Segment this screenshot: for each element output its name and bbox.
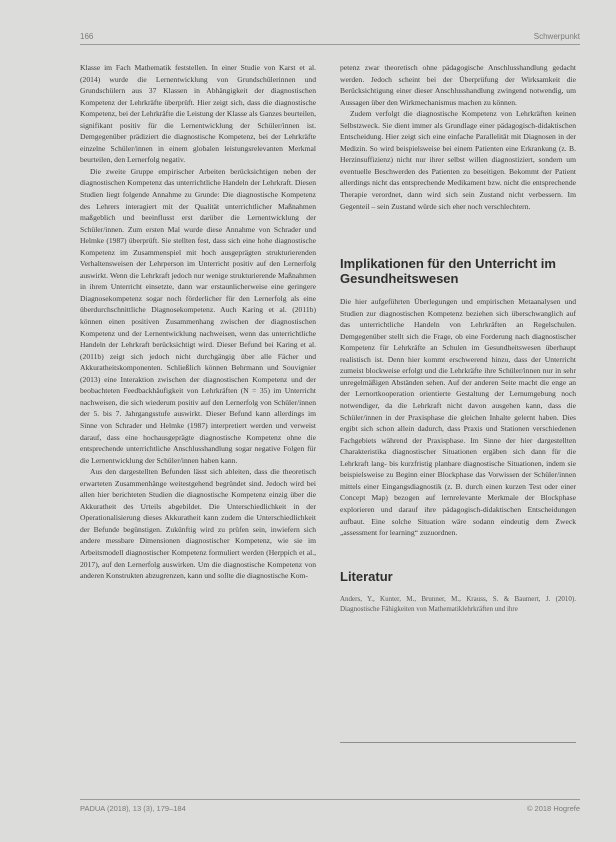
right-column bbox=[340, 62, 576, 810]
copyright: © 2018 Hogrefe bbox=[526, 804, 580, 813]
section-paragraph: Die hier aufgeführten Überlegungen und empirischen Metaanalysen und Studien zur diagnostischen Kompetenz beziehen sich überschwanglich auf das unterrichtliche Handeln von Lehrkräften an Regelschulen. Demgegenüber stellt sich die Frage, ob eine Forderung nach diagnostischer Kompetenz für Lehrkräfte an Schulen im Gesundheitswesen überhaupt realistisch ist. Denn hier kommt erschwerend hinzu, dass der Unterricht zumeist blockweise erfolgt und die Lehrkräfte ihre Schüler/innen nur in sehr unregelmäßigen Abständen sehen. Auf der anderen Seite macht die enge an der Lernortkooperation orientierte Gestaltung der Lernumgebung noch notwendiger, da die Lehrkraft nicht davon ausgehen kann, dass die Schüler/innen in der Praxisphase die gleichen Inhalte gelernt haben. Dies ergibt sich schon allein dadurch, dass Praxis und Stationen verschiedenen Fachgebiets während der Praxisphase. Im Sinne der hier dargestellten Charakteristika diagnostischer Situationen ergäben sich dann für die Lehrkraft lang- bis kurzfristig planbare diagnostische Situationen, indem sie beispielsweise zu Beginn einer Blockphase das Vorwissen der Schüler/innen mittels einer Eingangsdiagnostik (z. B. durch einen kurzen Test oder einer Concept Map) bezogen auf lernrelevante Merkmale der Blockphase explorieren und darauf ihre pädagogisch-didaktischen Entscheidungen aufbaut. Eine solche Situation wäre sodann eindeutig dem Zweck „assessment for learning“ zuzuordnen. bbox=[340, 297, 576, 538]
body-paragraph: Aus den dargestellten Befunden lässt sich ableiten, dass die theoretisch erwarteten Zusammenhänge weitestgehend begründet sind. Jedoch wird bei allen hier berichteten Studien die diagnostische Kompetenz einzig über die Akkuratheit des Urteils abgebildet. Die Unterschiedlichkeit in der Operationalisierung dieses Akkuratheit kann zudem die Unterschiedlichkeit der Befunde begünstigen. Zukünftig wird zu prüfen sein, inwiefern sich andere messbare Dimensionen diagnostischer Kompetenz, wie sie im Arbeitsmodell diagnostischer Kompetenz formuliert werden (Herppich et al., 2017), auf den Lernerfolg auswirken. Um die diagnostische Kompetenz von anderen Konstrukten abzugrenzen, kann und sollte die diagnostische Kom- bbox=[80, 467, 316, 581]
section-heading: Implikationen für den Unterricht im Gesundheitswesen bbox=[340, 256, 556, 287]
section-label: Schwerpunkt bbox=[533, 32, 580, 41]
body-paragraph: Die zweite Gruppe empirischer Arbeiten berücksichtigen neben der diagnostischen Kompetenz das unterrichtliche Handeln der Lehrkraft. Diesen Studien liegt folgende Annahme zu Grunde: Die diagnostische Kompetenz des Lehrers interagiert mit der Qualität unterrichtlicher Maßnahmen maßgeblich und beeinflusst erst darüber die Lernentwicklung der Schüler/innen. Zum ersten Mal wurde diese Annahme von Schrader und Helmke (1987) überprüft. Sie stellten fest, dass sich eine hohe diagnostische Kompetenz im Zusammenspiel mit hoch ausgeprägten strukturierenden Verhaltensweisen der Lehrperson im Unterricht positiv auf den Lernerfolg auswirkt. Wenn die Lehrkraft jedoch nur wenige strukturierende Maßnahmen in ihrem Unterricht einsetzte, dann war erstaunlicherweise eine geringere Diagnosekompetenz sogar noch förderlicher für den Lernerfolg als eine überdurchschnittliche Diagnosekompetenz. Auch Karing et al. (2011b) können einen positiven Zusammenhang zwischen der diagnostischen Kompetenz und der Lernentwicklung nachweisen, wenn das unterrichtliche Handeln der Lehrkraft berücksichtigt wird. Dieser Befund bei Karing et al. (2011b) zeigt sich jedoch nicht durchgängig über alle Fächer und Akkuratheitskomponenten. Schließlich können Behrmann und Souvignier (2013) eine Interaktion zwischen der diagnostischen Kompetenz und der beobachteten Feedbackhäufigkeit von Lehrkräften (N = 35) im Unterricht nachweisen, die sich wiederum positiv auf den Lernerfolg von Schüler/innen der 5. bis 7. Jahrgangsstufe auswirkt. Dieser Befund kann allerdings im Sinne von Schrader und Helmke (1987) interpretiert werden und verweist darauf, dass eine hochausgeprägte diagnostische Kompetenz ohne die entsprechende unterrichtliche Anschlusshandlung sogar negative Folgen für die Lernentwicklung der Schüler/innen haben kann. bbox=[80, 166, 316, 465]
page-header bbox=[80, 28, 580, 45]
journal-citation: PADUA (2018), 13 (3), 179–184 bbox=[80, 804, 186, 813]
literature-heading: Literatur bbox=[340, 568, 393, 584]
body-paragraph: Klasse im Fach Mathematik feststellen. In einer Studie von Karst et al. (2014) wurde die Lernentwicklung von Grundschülerinnen und Grundschülern aus 37 Klassen in Abhängigkeit der diagnostischen Kompetenz der Lehrkräfte überprüft. Hier zeigt sich, dass die diagnostische Kompetenz, bei der Lehrkräfte die Leistung der Klasse als Ganzes beurteilen, signifikant positiv für die Lernentwicklung der Schüler/innen ist. Demgegenüber prädiziert die diagnostische Kompetenz, bei der Lehrkräfte einzelne Schüler/innen in einem globalen leistungsrelevanten Merkmal beurteilen, den Lernerfolg negativ. bbox=[80, 63, 316, 165]
page-number: 166 bbox=[80, 32, 94, 41]
body-paragraph: Zudem verfolgt die diagnostische Kompetenz von Lehrkräften keinen Selbstzweck. Sie dient immer als Grundlage einer pädagogisch-didaktischen Entscheidung. Hier zeigt sich eine einfache Parallelität mit Diagnosen in der Medizin. So wird beispielsweise bei einem Patienten eine Erkrankung (z. B. Herzinsuffizienz) nicht nur ihrer selbst willen diagnostiziert, sondern um eventuelle Beschwerden des Patienten zu beseitigen. Bekommt der Patient allerdings nicht das entsprechende Medikament bzw. nicht die entsprechende Therapie verordnet, dann wird sich sein Zustand nicht verbessern. Im Gegenteil – sein Zustand würde sich eher noch verschlechtern. bbox=[340, 109, 576, 211]
page-footer bbox=[80, 799, 580, 814]
reference-entry: Anders, Y., Kunter, M., Brunner, M., Krauss, S. & Baumert, J. (2010). Diagnostische Fähigkeiten von Mathematiklehrkräften und ihre bbox=[340, 594, 576, 613]
left-column bbox=[80, 62, 316, 810]
body-paragraph: petenz zwar theoretisch ohne pädagogische Anschlusshandlung gedacht werden. Jedoch scheint bei der Überprüfung der Wirksamkeit die Berücksichtigung einer dieser Anschlusshandlung zwingend notwendig, um Aussagen über den Wirkmechanismus machen zu können. bbox=[340, 63, 576, 107]
